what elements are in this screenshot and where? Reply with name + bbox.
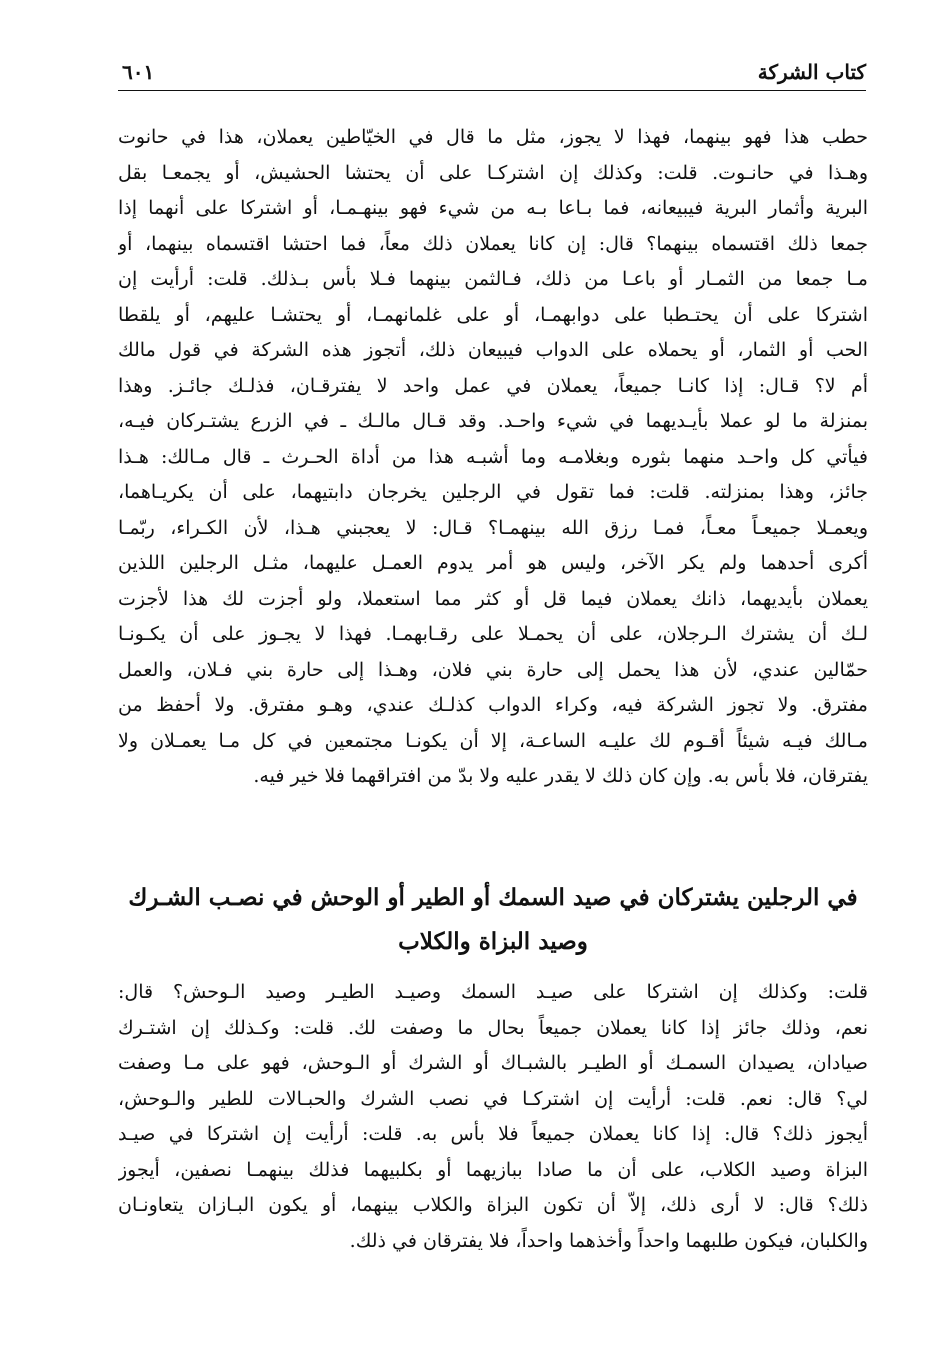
text-line: أكرى أحدهما ولم يكر الآخر، وليس هو أمر يدوم العمـل عليهما، مثـل الرجلين اللذين [118, 552, 868, 574]
text-line: فيأتي كل واحـد منهما بثوره وبغلامـه وما أشبـه هذا من أداة الحـرث ـ قال مـالك: هـذا [118, 445, 868, 468]
text-line: صيادان، يصيدان السمـك أو الطيـر بالشبـاك أو الشرك أو الـوحش، فهو على مـا وصفت [118, 1052, 868, 1074]
text-line: مـا جمعا من الثمـار أو باعـا من ذلك، فـالثمن بينهما فـلا بأس بـذلك. قلت: أرأيت إن [118, 268, 868, 290]
text-line: اشتركا على أن يحتـطبا على دوابهمـا، أو على غلمانهمـا، أو يحتشـا عليهم، أو يلقطا [118, 303, 868, 326]
text-line: أيجوز ذلك؟ قال: إذا كانا يعملان جميعاً فلا بأس به. قلت: أرأيت إن اشتركا في صيـد [118, 1123, 868, 1145]
text-line: قلت: وكذلك إن اشتركا على صيـد السمك وصيـد الطيـر وصيد الـوحش؟ قال: [118, 981, 868, 1003]
text-line: لـك أن يشترك الـرجلان، على أن يحمـلا على رقـابهمـا. فهذا لا يجـوز على أن يكـونـا [118, 623, 868, 645]
text-line: الحب أو الثمار، أو يحملاه على الدواب فيبيعان ذلك، أتجوز هذه الشركة في قول مالك [118, 339, 868, 361]
page-header [118, 58, 866, 91]
paragraph-main [118, 120, 868, 795]
text-line: أم لا؟ قـال: إذا كانـا جميعاً، يعملان في عمل واحد لا يفترقـان، فذلـك جائـز. وهذا [118, 374, 868, 397]
text-line: جائز، وهذا بمنزلته. قلت: فما تقول في الرجلين يخرجان دابتيهما، على أن يكريـاهما، [118, 481, 868, 503]
text-line: بمنزلة ما لو عملا بأيـديهما في شيء واحـد. وقد قـال مالـك ـ في الزرع يشتـركان فيـه، [118, 410, 868, 432]
text-line: يعملان بأيديهما، ذانك يعملان فيما قل أو كثر مما استعملا، ولو أجزت لك هذا لأجزت [118, 587, 868, 610]
text-line: البزاة وصيد الكلاب، على أن ما صادا ببازيهما أو بكلبيهما فذلك بينهمـا نصفين، أيجوز [118, 1158, 868, 1181]
text-line: ذلك؟ قال: لا أرى ذلك، إلاّ أن تكون البزاة والكلاب بينهما، أو يكون البـازان يتعاونـان [118, 1194, 868, 1216]
text-line: مـالك فيـه شيئاً أقـوم لك عليـه الساعـة، إلا أن يكونـا مجتمعين في كل مـا يعمـلان ولا [118, 729, 868, 752]
text-line: ويعمـلا جميعـاً معـاً، فمـا رزق الله بينهمـا؟ قـال: لا يعجبني هـذا، لأن الكـراء، ربّمـا [118, 516, 868, 539]
text-line: لي؟ قال: نعم. قلت: أرأيت إن اشتركـا في نصب الشرك والحبـالات للطير والـوحش، [118, 1087, 868, 1110]
text-line: البرية وأثمار البرية فيبيعانه، فما بـاعا بـه من شيء فهو بينهـمـا، أو اشتركا على أنهما إذا [118, 197, 868, 219]
running-title: كتاب الشركة [757, 60, 866, 84]
page-number: ٦٠١ [122, 60, 155, 84]
text-line: يفترقان، فلا بأس به. وإن كان ذلك لا يقدر عليه ولا بدّ من افتراقهما فلا خير فيه. [253, 765, 868, 787]
text-line: وهـذا في حانـوت. قلت: وكذلك إن اشتركـا على أن يحتشا الحشيش، أو يجمعـا بقل [118, 161, 868, 184]
text-line: جمعا ذلك اقتسماه بينهما؟ قال: إن كانا يعملان ذلك معاً، فما احتشا اقتسماه بينهما، أو [118, 232, 868, 255]
text-line: والكلبان، فيكون طلبهما واحداً وأخذهما واحداً، فلا يفترقان في ذلك. [349, 1229, 868, 1252]
paragraph-second [118, 975, 868, 1259]
text-line: حطب هذا فهو بينهما، فهذا لا يجوز، مثل ما قال في الخيّاطين يعملان، هذا في حانوت [118, 126, 868, 148]
text-line: حمّالين عندي، لأن هذا يحمل إلى حارة بني فلان، وهـذا إلى حارة بني فـلان، والعمل [118, 658, 868, 681]
heading-line: في الرجلين يشتركان في صيد السمك أو الطير أو الوحش في نصـب الشـرك [128, 884, 858, 911]
section-heading [118, 876, 868, 964]
heading-line: وصيد البزاة والكلاب [398, 928, 588, 955]
text-line: مفترق. ولا تجوز الشركة فيه، وكراء الدواب كذلـك عندي، وهـو مفترق. ولا أحفظ من [118, 694, 868, 716]
text-line: نعم، وذلك جائز إذا كانا يعملان جميعاً بحال ما وصفت لك. قلت: وكـذلك إن اشتـرك [118, 1016, 868, 1039]
